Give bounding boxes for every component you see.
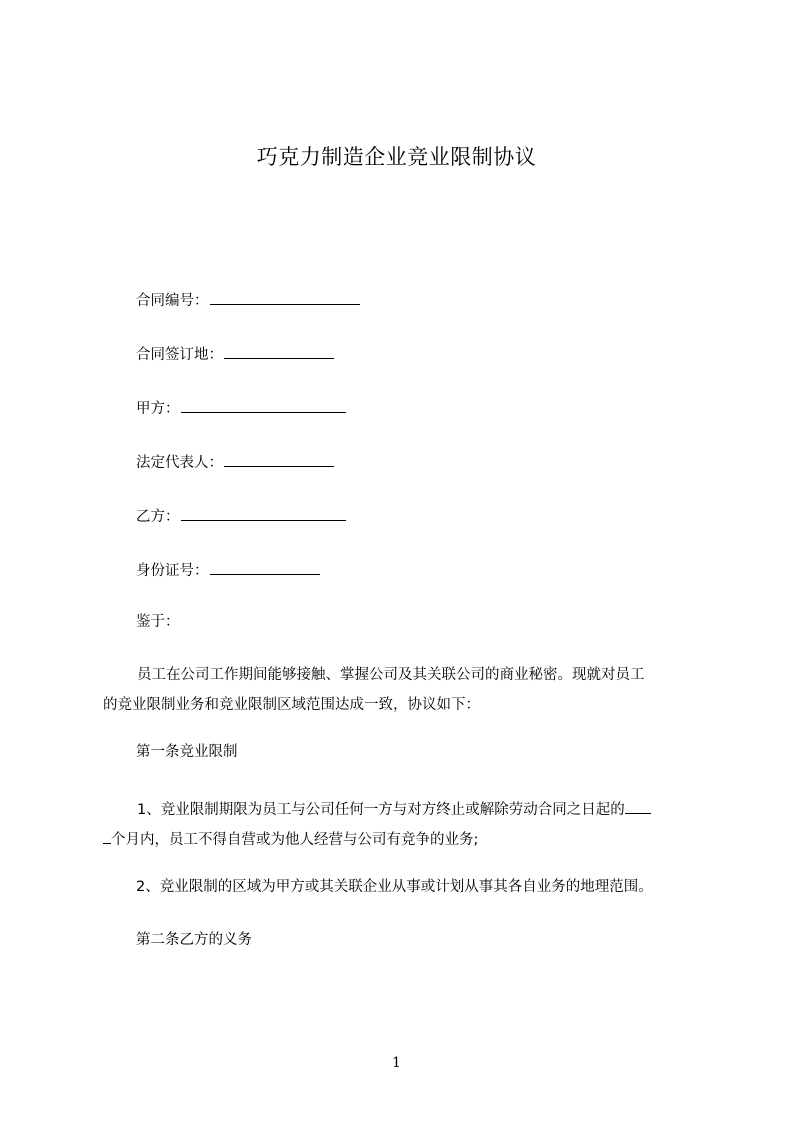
- party-b-field: [136, 506, 346, 527]
- document-title: 巧克力制造企业竞业限制协议: [256, 145, 537, 169]
- article-1-item-1-line-1: 1、竞业限制期限为员工与公司任何一方与对方终止或解除劳动合同之日起的: [137, 802, 625, 818]
- article-1-item-2: 2、竞业限制的区域为甲方或其关联企业从事或计划从事其各自业务的地理范围。: [136, 879, 653, 895]
- party-a-blank[interactable]: [181, 398, 346, 413]
- party-b-blank[interactable]: [181, 506, 346, 521]
- whereas-heading: 鉴于：: [136, 614, 180, 630]
- party-a-field: [136, 398, 346, 419]
- months-blank-part-2[interactable]: [103, 829, 111, 844]
- party-a-label: 甲方：: [136, 401, 180, 417]
- sign-place-field: [136, 344, 334, 365]
- contract-number-blank[interactable]: [210, 290, 360, 305]
- article-1-heading: 第一条竞业限制: [136, 744, 238, 760]
- id-number-blank[interactable]: [210, 560, 320, 575]
- contract-number-field: [136, 290, 360, 311]
- legal-representative-blank[interactable]: [224, 452, 334, 467]
- party-b-label: 乙方：: [136, 509, 180, 525]
- id-number-field: [136, 560, 320, 581]
- page-number: 1: [392, 1055, 401, 1071]
- article-1-item-1-line-2: 个月内，员工不得自营或为他人经营与公司有竞争的业务;: [111, 832, 479, 848]
- id-number-label: 身份证号：: [136, 563, 209, 579]
- contract-number-label: 合同编号：: [136, 293, 209, 309]
- legal-representative-label: 法定代表人：: [136, 455, 223, 471]
- sign-place-label: 合同签订地：: [136, 347, 223, 363]
- sign-place-blank[interactable]: [224, 344, 334, 359]
- intro-line-2: 的竞业限制业务和竞业限制区域范围达成一致，协议如下：: [103, 697, 480, 713]
- intro-paragraph: [103, 660, 703, 720]
- article-1-item-1: [103, 795, 703, 855]
- legal-representative-field: [136, 452, 334, 473]
- article-2-heading: 第二条乙方的义务: [136, 932, 252, 948]
- intro-line-1: 员工在公司工作期间能够接触、掌握公司及其关联公司的商业秘密。现就对员工: [137, 667, 645, 683]
- months-blank-part-1[interactable]: [625, 799, 651, 814]
